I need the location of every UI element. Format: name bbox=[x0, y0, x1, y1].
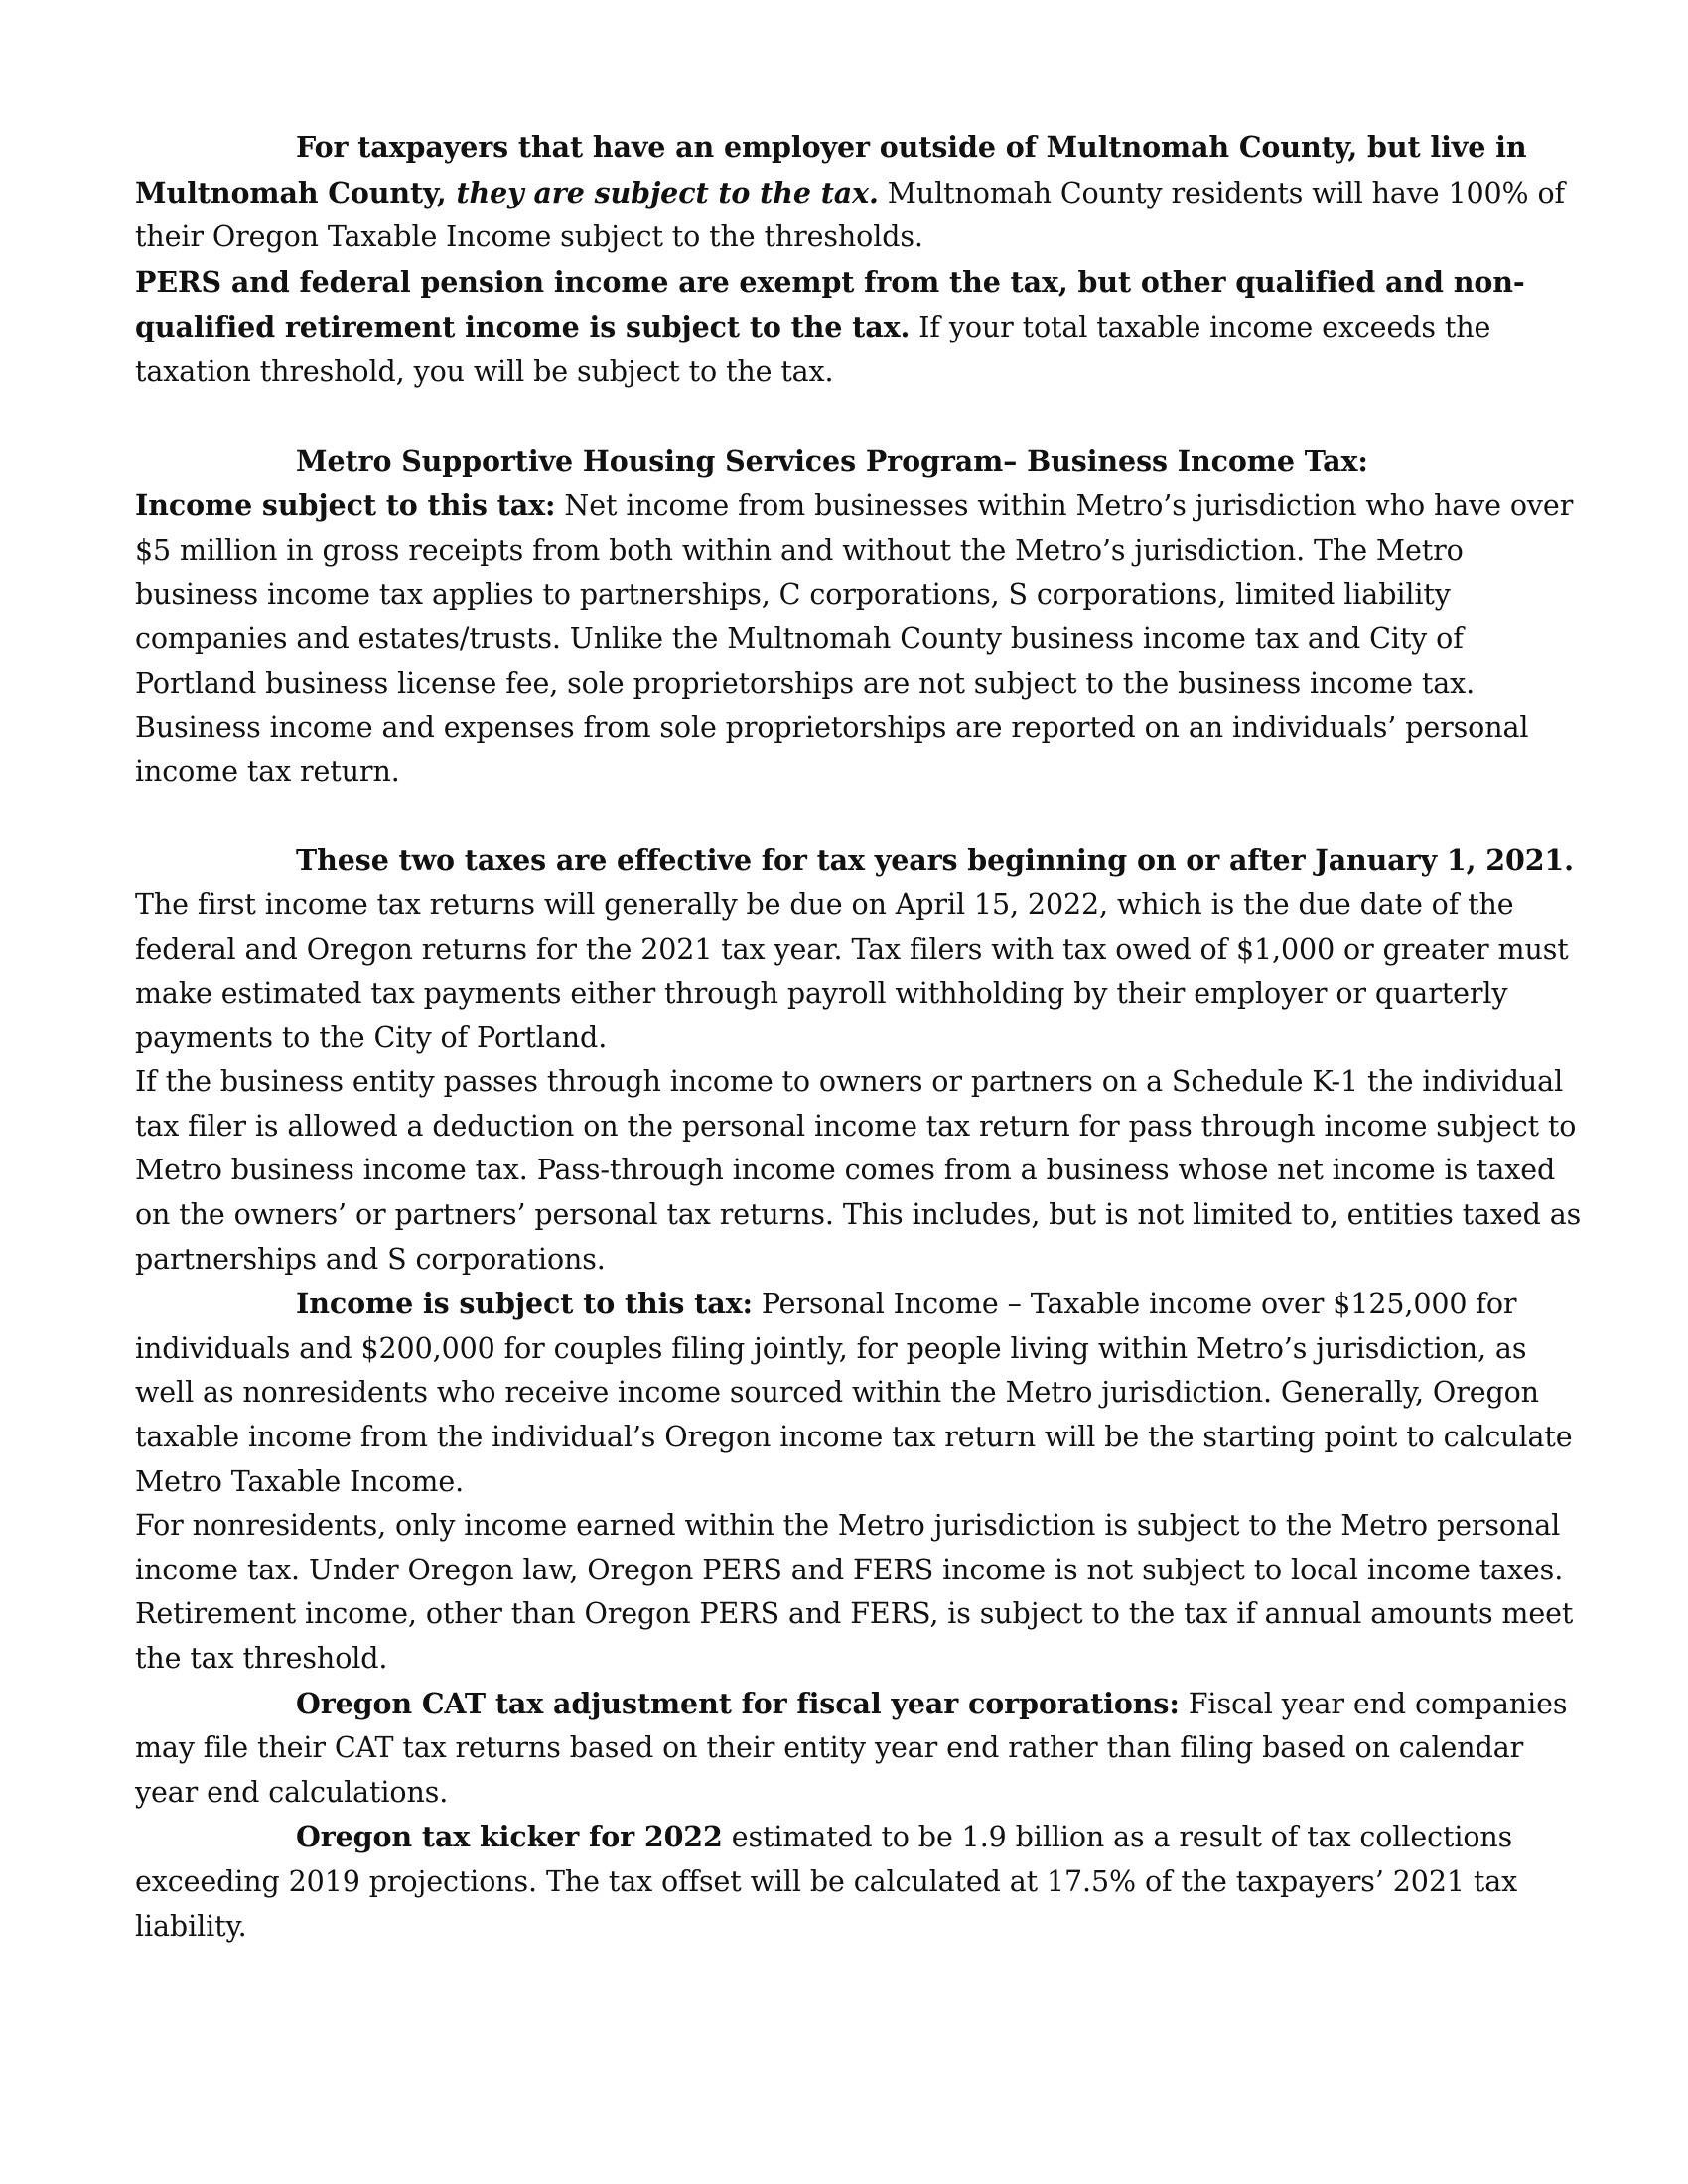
bold-lead: Income is subject to this tax: bbox=[296, 1287, 753, 1321]
paragraph-metro-business-income bbox=[135, 483, 1585, 794]
bold-lead: Income subject to this tax: bbox=[135, 488, 556, 523]
body-text: If your total taxable income exceeds the taxation threshold, you will be subject to the tax. bbox=[135, 311, 1491, 388]
bold-lead: For taxpayers that have an employer outside of Multnomah County, but live in Multnomah County, bbox=[135, 130, 1527, 209]
body-text: estimated to be 1.9 billion as a result of tax collections exceeding 2019 projections. The tax offset will be calculated at 17.5% of the taxpayers’ 2021 tax liability. bbox=[135, 1821, 1518, 1943]
bold-lead: Oregon CAT tax adjustment for fiscal year corporations: bbox=[296, 1686, 1180, 1720]
body-text: Net income from businesses within Metro’s jurisdiction who have over $5 million in gross receipts from both within and without the Metro’s jurisdiction. The Metro business income tax applies to partnerships, C corporations, S corporations, limited liability companies and estates/trusts. Unlike the Multnomah County business income tax and City of Portland business license fee, sole proprietorships are not subject to the business income tax. Business income and expenses from sole proprietorships are reported on an individuals’ personal income tax return. bbox=[135, 489, 1574, 788]
section-heading-metro bbox=[135, 439, 1585, 484]
paragraph-multnomah-residents bbox=[135, 125, 1585, 260]
heading-text: Metro Supportive Housing Services Program– Business Income Tax: bbox=[296, 443, 1368, 478]
bold-lead: These two taxes are effective for tax years beginning on or after January 1, 2021. bbox=[296, 843, 1574, 878]
body-text: Personal Income – Taxable income over $125,000 for individuals and $200,000 for couples filing jointly, for people living within Metro’s jurisdiction, as well as nonresidents who receive income sourced within the Metro jurisdiction. Generally, Oregon taxable income from the individual’s Oregon income tax return will be the starting point to calculate Metro Taxable Income. bbox=[135, 1288, 1573, 1498]
body-text: Fiscal year end companies may file their CAT tax returns based on their entity year end rather than filing based on calendar year end calculations. bbox=[135, 1687, 1568, 1809]
bold-lead: PERS and federal pension income are exempt from the tax, but other qualified and non-qualified retirement income is subject to the tax. bbox=[135, 264, 1525, 344]
document-page bbox=[135, 125, 1585, 1949]
paragraph-spacer bbox=[135, 794, 1585, 838]
paragraph-spacer bbox=[135, 395, 1585, 439]
body-text: If the business entity passes through income to owners or partners on a Schedule K-1 the individual tax filer is allowed a deduction on the personal income tax return for pass through income subject to Metro business income tax. Pass-through income comes from a business whose net income is taxed on the owners’ or partners’ personal tax returns. This includes, but is not limited to, entities taxed as partnerships and S corporations. bbox=[135, 1065, 1582, 1276]
paragraph-pass-through bbox=[135, 1060, 1585, 1282]
paragraph-tax-kicker bbox=[135, 1815, 1585, 1949]
paragraph-nonresidents bbox=[135, 1504, 1585, 1681]
paragraph-effective-date bbox=[135, 838, 1585, 1060]
body-text: For nonresidents, only income earned within the Metro jurisdiction is subject to the Metro personal income tax. Under Oregon law, Oregon PERS and FERS income is not subject to local income taxes. Retirement income, other than Oregon PERS and FERS, is subject to the tax if annual amounts meet the tax threshold. bbox=[135, 1509, 1574, 1675]
bold-italic-emphasis: they are subject to the tax. bbox=[456, 175, 879, 209]
paragraph-personal-income bbox=[135, 1282, 1585, 1504]
body-text: Multnomah County residents will have 100% of their Oregon Taxable Income subject to the thresholds. bbox=[135, 176, 1565, 254]
paragraph-pension-exemption bbox=[135, 260, 1585, 395]
paragraph-cat-adjustment bbox=[135, 1682, 1585, 1816]
bold-lead: Oregon tax kicker for 2022 bbox=[296, 1820, 723, 1854]
body-text: The first income tax returns will generally be due on April 15, 2022, which is the due date of the federal and Oregon returns for the 2021 tax year. Tax filers with tax owed of $1,000 or greater must make estimated tax payments either through payroll withholding by their employer or quarterly payments to the City of Portland. bbox=[135, 887, 1569, 1054]
